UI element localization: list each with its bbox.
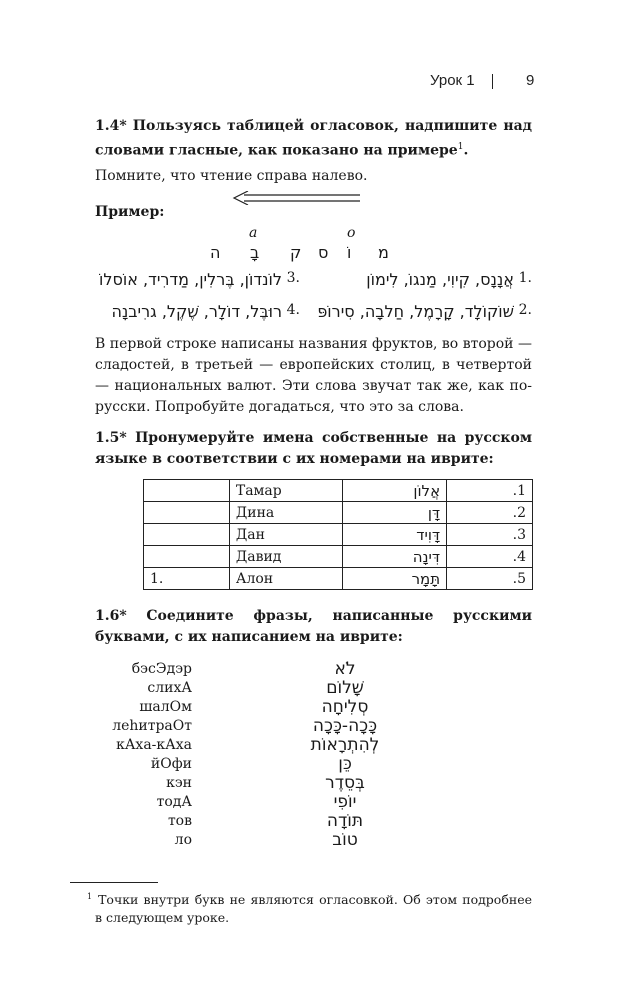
table-row	[144, 546, 533, 568]
word-line-number: 4.	[286, 302, 300, 318]
footnote	[87, 888, 532, 927]
answer-cell[interactable]: 1.	[144, 568, 230, 590]
hebrew-phrase[interactable]: טוֹב	[332, 830, 358, 850]
word-line-3	[80, 270, 300, 294]
hebrew-phrase[interactable]: שָׁלוֹם	[326, 678, 364, 698]
exercise-number: 1.5*	[95, 430, 127, 446]
table-row	[144, 568, 533, 590]
russian-name-cell: Тамар	[229, 480, 342, 502]
russian-phrase[interactable]: йОфи	[150, 756, 192, 772]
table-row	[144, 480, 533, 502]
hebrew-phrase[interactable]: לֹא	[334, 659, 356, 679]
hebrew-phrase[interactable]: בְּסֵדֶר	[325, 773, 365, 793]
answer-cell[interactable]	[144, 546, 230, 568]
hebrew-phrases-column	[300, 660, 390, 850]
russian-phrases-column	[100, 660, 192, 850]
russian-phrase[interactable]: бэсЭдэр	[131, 661, 192, 677]
word-line-number: 2.	[518, 302, 532, 318]
number-cell: .2	[447, 502, 533, 524]
example-vowel-a: a	[249, 225, 258, 241]
russian-name-cell: Алон	[229, 568, 342, 590]
word-line-text: שׁוֹקוֹלָד, קָרָמֶל, חַלבָה, סִירוֹפּ	[317, 302, 514, 321]
example-letter: בָ	[250, 243, 260, 262]
example-letter: וֹ	[347, 243, 352, 262]
example-letters	[200, 243, 500, 265]
hebrew-name-cell: תָּמָר	[342, 568, 446, 590]
word-line-1	[340, 270, 532, 294]
hebrew-phrase[interactable]: כָּכָה-כָּכָה	[312, 716, 378, 736]
hebrew-name-cell: אֲלוֹן	[342, 480, 446, 502]
footnote-number: 1	[87, 892, 93, 901]
example-letter: ה	[210, 243, 221, 262]
exercise-number: 1.6*	[95, 608, 127, 624]
hebrew-name-cell: דָּוִיד	[342, 524, 446, 546]
russian-phrase[interactable]: тодА	[156, 794, 192, 810]
hebrew-phrase[interactable]: סְלִיחָה	[321, 697, 369, 717]
russian-phrase[interactable]: тов	[167, 813, 192, 829]
exercise-title-text: Соедините фразы, написанные русскими буквами, с их написанием на иврите:	[95, 608, 532, 645]
russian-phrase[interactable]: кАха-кАха	[116, 737, 192, 753]
answer-cell[interactable]	[144, 524, 230, 546]
number-cell: .4	[447, 546, 533, 568]
russian-name-cell: Дан	[229, 524, 342, 546]
lesson-label: Урок 1	[430, 72, 475, 89]
word-line-4	[80, 302, 300, 326]
russian-phrase[interactable]: ло	[174, 832, 192, 848]
russian-name-cell: Дина	[229, 502, 342, 524]
right-to-left-arrow	[232, 191, 362, 205]
word-line-text: לוֹנדוֹן, בֶּרלִין, מַדרִיד, אוֹסלוֹ	[99, 270, 282, 289]
header-separator	[492, 74, 493, 89]
word-line-2	[316, 302, 532, 326]
table-row	[144, 524, 533, 546]
russian-phrase[interactable]: кэн	[166, 775, 192, 791]
page-number: 9	[526, 72, 535, 89]
footnote-ref: 1	[457, 142, 464, 152]
hebrew-phrase[interactable]: תּוֹדָה	[326, 811, 364, 831]
word-line-number: 3.	[286, 270, 300, 286]
answer-cell[interactable]	[144, 502, 230, 524]
exercise-title-text: Пользуясь таблицей огласовок, надпишите над словами гласные, как показано на примере	[95, 118, 532, 159]
example-vowel-o: o	[347, 225, 356, 241]
example-letter: ס	[318, 243, 329, 262]
exercise-number: 1.4*	[95, 118, 127, 134]
number-cell: .5	[447, 568, 533, 590]
exercise-1-6-title	[95, 606, 532, 648]
word-line-text: רוּבֶּל, דוֹלָר, שֶׁקֶל, גרִיבנָה	[111, 302, 282, 321]
reading-direction-note: Помните, что чтение справа налево.	[95, 168, 368, 184]
exercise-title-text: Пронумеруйте имена собственные на русском языке в соответствии с их номерами на иврите:	[95, 430, 532, 467]
answer-cell[interactable]	[144, 480, 230, 502]
example-letter: מ	[378, 243, 389, 262]
russian-name-cell: Давид	[229, 546, 342, 568]
number-cell: .1	[447, 480, 533, 502]
word-line-number: 1.	[518, 270, 532, 286]
example-letter: ק	[290, 243, 302, 262]
russian-phrase[interactable]: леhитраОт	[112, 718, 192, 734]
footnote-text: Точки внутри букв не являются огласовкой. Об этом подробнее в следующем уроке.	[95, 892, 532, 926]
number-cell: .3	[447, 524, 533, 546]
hebrew-name-cell: דִּינָה	[342, 546, 446, 568]
exercise-1-4-title: 1.4* Пользуясь таблицей огласовок, надпишите над словами гласные, как показано на примере$^1$.	[95, 118, 532, 159]
word-line-text: אֲנָנָס, קִיוִי, מַנגוֹ, לִימוֹן	[366, 270, 514, 289]
example-label: Пример:	[95, 204, 165, 220]
table-row	[144, 502, 533, 524]
hebrew-name-cell: דָּן	[342, 502, 446, 524]
hebrew-phrase[interactable]: לְהִתְרָאוֹת	[310, 735, 380, 755]
russian-phrase[interactable]: слихА	[147, 680, 192, 696]
running-header	[430, 72, 540, 92]
names-table	[143, 479, 533, 590]
hebrew-phrase[interactable]: יוֹפִי	[333, 792, 357, 812]
footnote-rule	[70, 882, 158, 883]
hebrew-phrase[interactable]: כֵּן	[338, 754, 352, 774]
russian-phrase[interactable]: шалОм	[139, 699, 192, 715]
exercise-1-5-title	[95, 428, 532, 470]
exercise-1-4-paragraph: В первой строке написаны названия фруктов, во второй — сладостей, в третьей — европейских столиц, в четвертой — национальных валют. Эти слова звучат так же, как по-русски. Попробуйте догадаться, что это за слова.	[95, 336, 532, 415]
